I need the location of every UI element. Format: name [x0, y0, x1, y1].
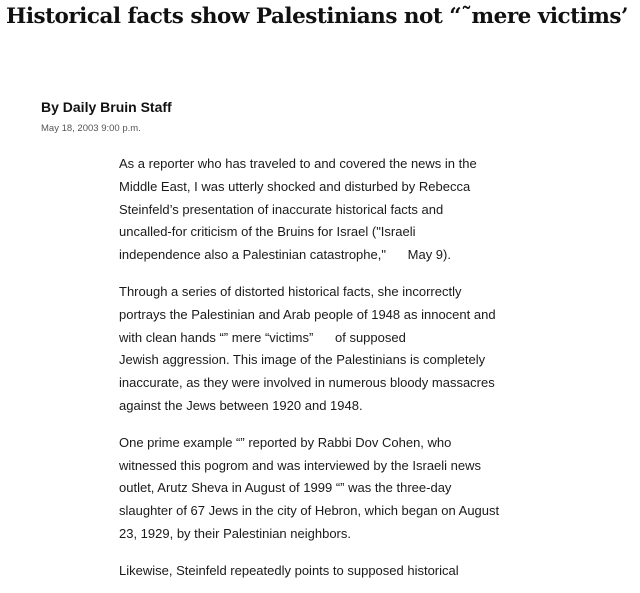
paragraph-line: outlet, Arutz Sheva in August of 1999 “” was the three-day — [119, 480, 452, 496]
paragraph-line: Likewise, Steinfeld repeatedly points to supposed historical — [119, 562, 459, 578]
paragraph-line: portrays the Palestinian and Arab people of 1948 as innocent and — [119, 306, 496, 322]
article-paragraph — [119, 281, 529, 418]
paragraph-line: Middle East, I was utterly shocked and disturbed by Rebecca — [119, 178, 471, 194]
article-paragraph — [119, 153, 529, 267]
article-paragraph — [119, 560, 529, 583]
article-date: May 18, 2003 9:00 p.m. — [41, 123, 141, 134]
paragraph-line: inaccurate, as they were involved in numerous bloody massacres — [119, 375, 495, 391]
article-paragraph — [119, 432, 529, 546]
paragraph-line: As a reporter who has traveled to and covered the news in the — [119, 156, 477, 171]
paragraph-line: against the Jews between 1920 and 1948. — [119, 397, 363, 413]
paragraph-line: One prime example “” reported by Rabbi Dov Cohen, who — [119, 434, 452, 450]
paragraph-line: Steinfeld’s presentation of inaccurate historical facts and — [119, 201, 444, 217]
paragraph-line: witnessed this pogrom and was interviewed by the Israeli news — [119, 457, 482, 473]
article-body — [119, 153, 529, 593]
article-byline[interactable]: By Daily Bruin Staff — [41, 99, 172, 115]
paragraph-line: uncalled-for criticism of the Bruins for Israel ("Israeli — [119, 224, 416, 240]
article-headline: Historical facts show Palestinians not “˜mere victims’ — [6, 4, 629, 29]
paragraph-line: independence also a Palestinian catastrophe," May 9). — [119, 247, 451, 263]
paragraph-line: Jewish aggression. This image of the Palestinians is completely — [119, 352, 486, 368]
paragraph-line: 23, 1929, by their Palestinian neighbors. — [119, 525, 351, 541]
paragraph-line: with clean hands “” mere “victims” of supposed — [119, 329, 406, 345]
paragraph-line: Through a series of distorted historical facts, she incorrectly — [119, 283, 462, 299]
paragraph-line: slaughter of 67 Jews in the city of Hebron, which began on August — [119, 503, 500, 519]
